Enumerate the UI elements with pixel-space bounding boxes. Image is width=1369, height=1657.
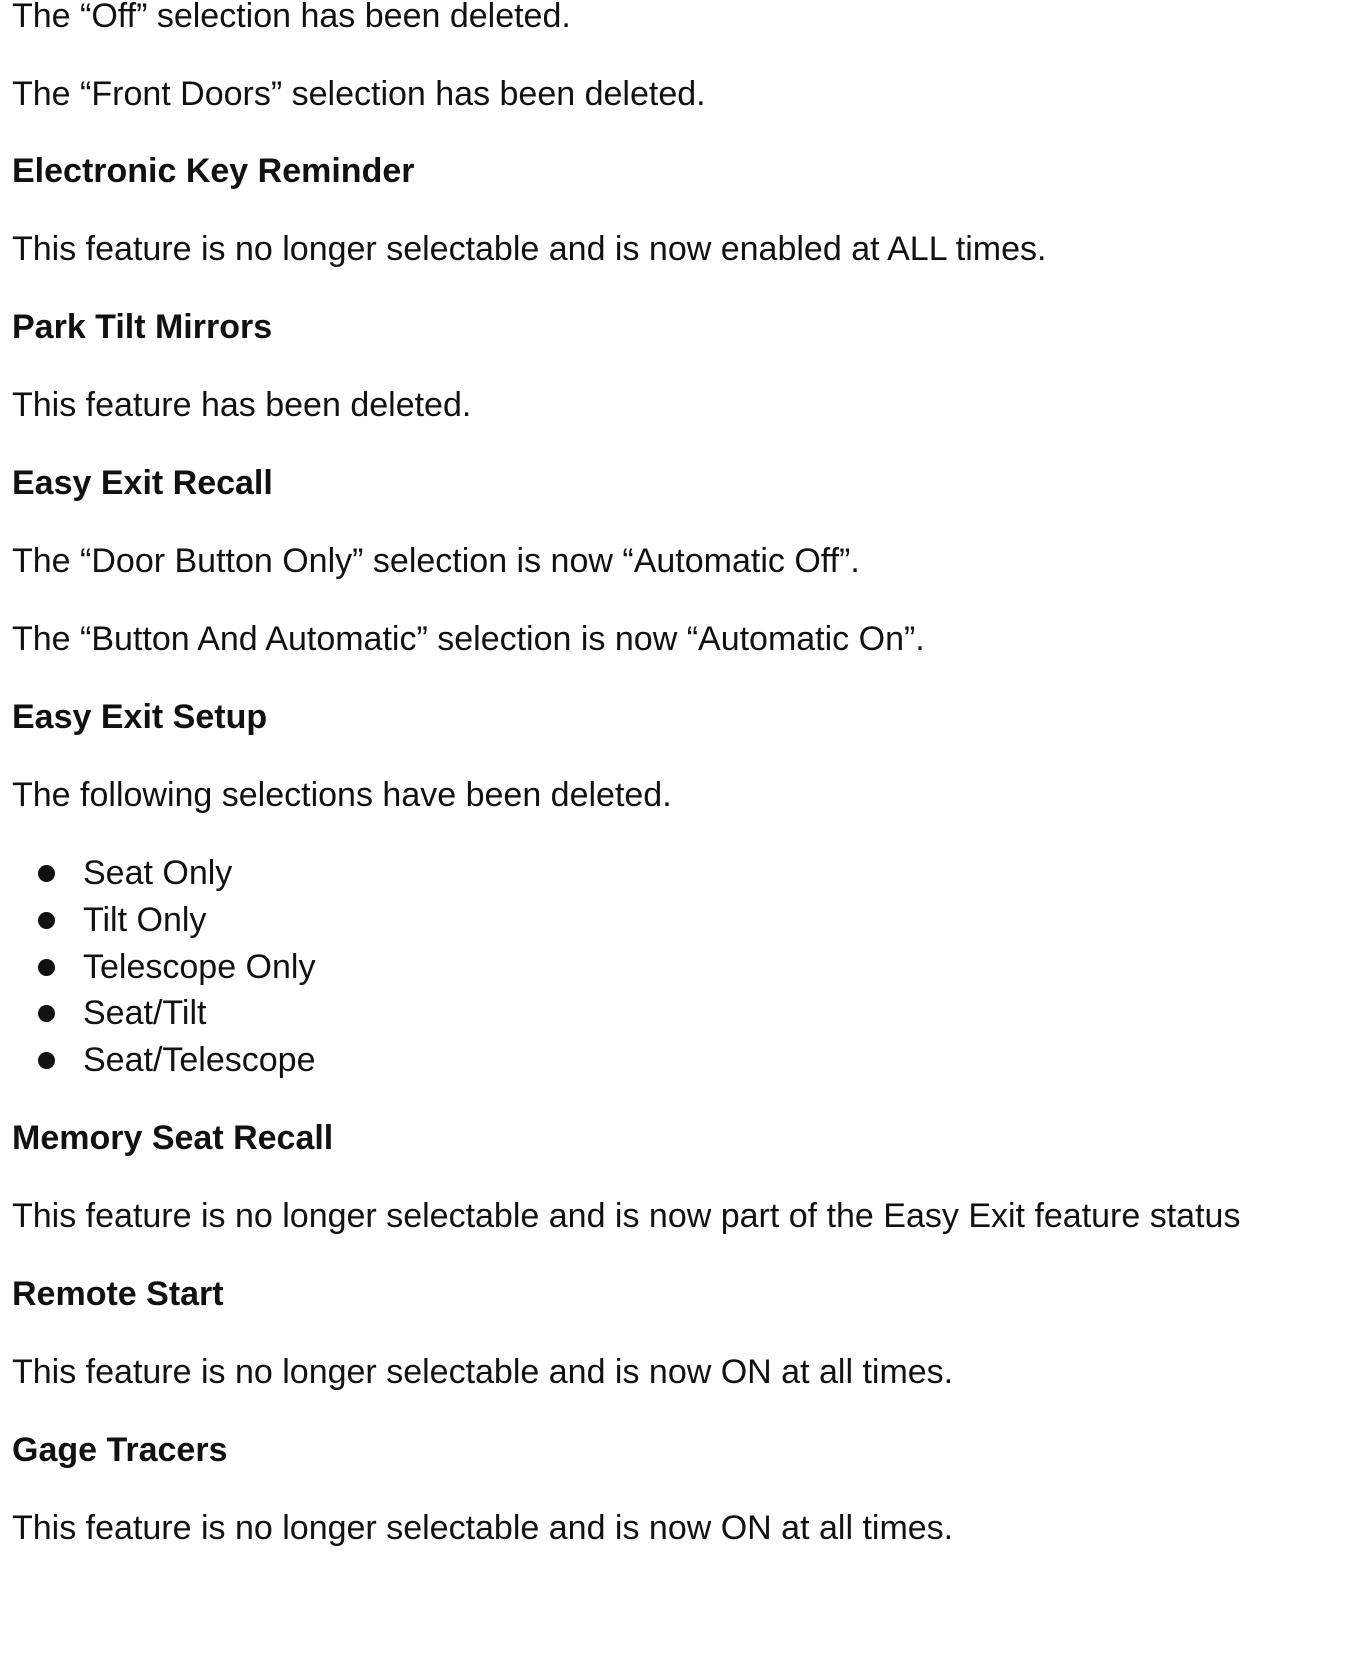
list-item xyxy=(38,947,315,987)
paragraph-memory-seat-recall: This feature is no longer selectable and is now part of the Easy Exit feature status xyxy=(12,1197,1241,1235)
paragraph-park-tilt-mirrors: This feature has been deleted. xyxy=(12,386,472,424)
heading-easy-exit-recall: Easy Exit Recall xyxy=(12,464,273,502)
bullet-icon xyxy=(38,865,55,882)
list-item xyxy=(38,853,232,893)
heading-easy-exit-setup: Easy Exit Setup xyxy=(12,698,268,736)
paragraph-remote-start: This feature is no longer selectable and is now ON at all times. xyxy=(12,1353,954,1391)
paragraph-easy-exit-recall-1: The “Door Button Only” selection is now “Automatic Off”. xyxy=(12,542,860,580)
heading-remote-start: Remote Start xyxy=(12,1275,224,1313)
list-item-label: Telescope Only xyxy=(83,948,316,986)
bullet-icon xyxy=(38,1052,55,1069)
list-item xyxy=(38,1040,316,1080)
list-item xyxy=(38,900,206,940)
bullet-list xyxy=(0,0,600,1657)
paragraph-gage-tracers: This feature is no longer selectable and is now ON at all times. xyxy=(12,1509,954,1547)
heading-memory-seat-recall: Memory Seat Recall xyxy=(12,1119,334,1157)
heading-electronic-key-reminder: Electronic Key Reminder xyxy=(12,152,415,190)
bullet-icon xyxy=(38,912,55,929)
list-item-label: Seat Only xyxy=(83,854,233,892)
heading-gage-tracers: Gage Tracers xyxy=(12,1431,228,1469)
bullet-icon xyxy=(38,959,55,976)
paragraph-electronic-key-reminder: This feature is no longer selectable and is now enabled at ALL times. xyxy=(12,230,1047,268)
heading-park-tilt-mirrors: Park Tilt Mirrors xyxy=(12,308,273,346)
paragraph-easy-exit-setup: The following selections have been deleted. xyxy=(12,776,672,814)
paragraph-easy-exit-recall-2: The “Button And Automatic” selection is now “Automatic On”. xyxy=(12,620,925,658)
list-item xyxy=(38,993,206,1033)
intro-line-off: The “Off” selection has been deleted. xyxy=(12,0,571,35)
list-item-label: Tilt Only xyxy=(83,901,207,939)
list-item-label: Seat/Tilt xyxy=(83,994,207,1032)
bullet-icon xyxy=(38,1005,55,1022)
intro-line-front-doors: The “Front Doors” selection has been deleted. xyxy=(12,75,706,113)
list-item-label: Seat/Telescope xyxy=(83,1041,316,1079)
